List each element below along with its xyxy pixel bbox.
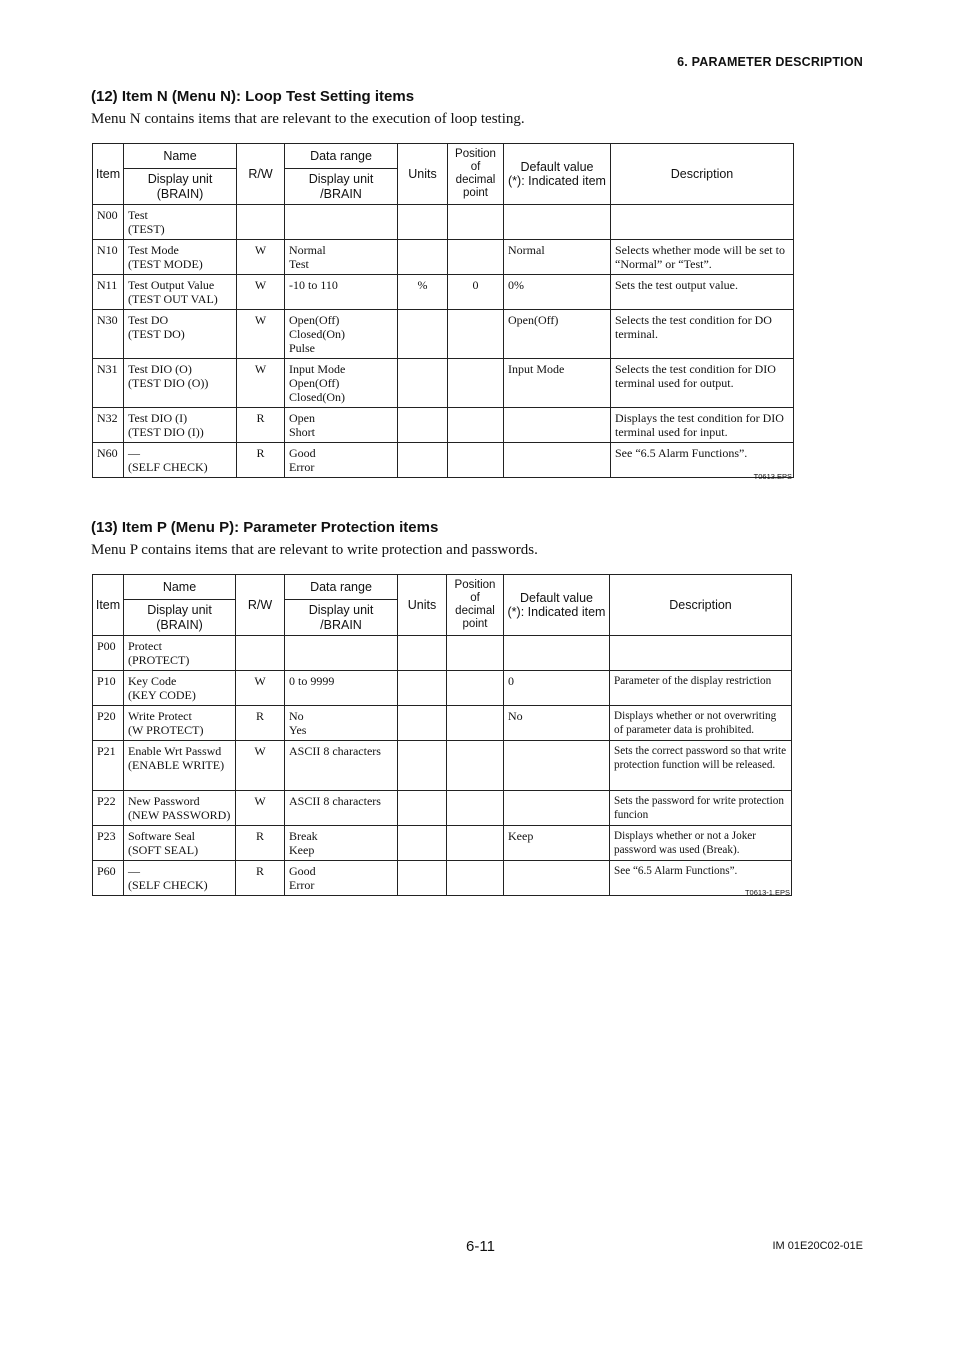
table-row <box>93 741 792 791</box>
cell-rw: W <box>236 671 285 706</box>
section-13-intro: Menu P contains items that are relevant to write protection and passwords. <box>91 542 538 558</box>
page-number: 6-11 <box>466 1238 495 1255</box>
cell-name: Software Seal (SOFT SEAL) <box>124 826 236 861</box>
cell-units <box>398 861 447 896</box>
cell-default: No <box>504 706 610 741</box>
cell-units <box>398 310 448 359</box>
cell-default <box>504 636 610 671</box>
cell-data-range: Normal Test <box>285 240 398 275</box>
table-row <box>93 205 794 240</box>
col-header-range-display-unit: Display unit /BRAIN <box>285 600 398 636</box>
col-header-description: Description <box>611 144 794 205</box>
cell-units <box>398 671 447 706</box>
cell-description: Selects the test condition for DO terminal. <box>611 310 794 359</box>
section-12-intro: Menu N contains items that are relevant to the execution of loop testing. <box>91 111 525 127</box>
cell-decimal-position <box>447 861 504 896</box>
cell-description: Sets the password for write protection funcion <box>610 791 792 826</box>
col-header-display-unit: Display unit (BRAIN) <box>124 169 237 205</box>
cell-item: N31 <box>93 359 124 408</box>
cell-description: Sets the test output value. <box>611 275 794 310</box>
loop-test-table <box>92 143 794 478</box>
cell-data-range: Good Error <box>285 861 398 896</box>
cell-data-range: Break Keep <box>285 826 398 861</box>
table-row <box>93 310 794 359</box>
document-id: IM 01E20C02-01E <box>772 1240 863 1252</box>
cell-item: P21 <box>93 741 124 791</box>
cell-description: Displays whether or not a Joker password was used (Break). <box>610 826 792 861</box>
cell-rw: R <box>237 443 285 478</box>
cell-default: Input Mode <box>504 359 611 408</box>
cell-item: N30 <box>93 310 124 359</box>
cell-item: P23 <box>93 826 124 861</box>
cell-description: See “6.5 Alarm Functions”. <box>610 861 792 896</box>
col-header-name: Name <box>124 575 236 600</box>
cell-decimal-position <box>447 791 504 826</box>
cell-decimal-position <box>447 741 504 791</box>
cell-decimal-position <box>448 443 504 478</box>
cell-default <box>504 791 610 826</box>
cell-default: 0% <box>504 275 611 310</box>
cell-name: Test Output Value (TEST OUT VAL) <box>124 275 237 310</box>
cell-data-range: 0 to 9999 <box>285 671 398 706</box>
cell-default <box>504 443 611 478</box>
cell-item: N10 <box>93 240 124 275</box>
cell-units: % <box>398 275 448 310</box>
cell-decimal-position <box>447 671 504 706</box>
col-header-units: Units <box>398 144 448 205</box>
protection-table <box>92 574 792 896</box>
table-row <box>93 636 792 671</box>
cell-description: Sets the correct password so that write protection function will be released. <box>610 741 792 791</box>
cell-item: P60 <box>93 861 124 896</box>
col-header-default: Default value (*): Indicated item <box>504 144 611 205</box>
cell-name: Test DIO (O) (TEST DIO (O)) <box>124 359 237 408</box>
cell-default <box>504 205 611 240</box>
cell-units <box>398 443 448 478</box>
col-header-data-range: Data range <box>285 575 398 600</box>
cell-decimal-position: 0 <box>448 275 504 310</box>
cell-rw: R <box>236 826 285 861</box>
cell-decimal-position <box>447 636 504 671</box>
table-row <box>93 408 794 443</box>
cell-data-range: No Yes <box>285 706 398 741</box>
col-header-range-display-unit: Display unit /BRAIN <box>285 169 398 205</box>
table-row <box>93 671 792 706</box>
cell-item: P22 <box>93 791 124 826</box>
cell-default <box>504 408 611 443</box>
col-header-data-range: Data range <box>285 144 398 169</box>
cell-name: Test DIO (I) (TEST DIO (I)) <box>124 408 237 443</box>
cell-rw: R <box>237 408 285 443</box>
cell-decimal-position <box>447 706 504 741</box>
cell-default: Normal <box>504 240 611 275</box>
cell-units <box>398 791 447 826</box>
table-row <box>93 791 792 826</box>
table-row <box>93 861 792 896</box>
cell-data-range: Open Short <box>285 408 398 443</box>
cell-units <box>398 741 447 791</box>
cell-data-range: ASCII 8 characters <box>285 741 398 791</box>
cell-description: See “6.5 Alarm Functions”. <box>611 443 794 478</box>
cell-name: Write Protect (W PROTECT) <box>124 706 236 741</box>
col-header-description: Description <box>610 575 792 636</box>
cell-item: N32 <box>93 408 124 443</box>
cell-name: — (SELF CHECK) <box>124 443 237 478</box>
cell-units <box>398 359 448 408</box>
cell-data-range <box>285 636 398 671</box>
cell-item: N00 <box>93 205 124 240</box>
section-13-title: (13) Item P (Menu P): Parameter Protection items <box>91 519 439 536</box>
cell-decimal-position <box>448 408 504 443</box>
col-header-position: Position of decimal point <box>447 575 504 636</box>
col-header-position: Position of decimal point <box>448 144 504 205</box>
col-header-default: Default value (*): Indicated item <box>504 575 610 636</box>
cell-data-range: ASCII 8 characters <box>285 791 398 826</box>
running-header: 6. PARAMETER DESCRIPTION <box>677 55 863 69</box>
cell-units <box>398 408 448 443</box>
cell-data-range: Input Mode Open(Off) Closed(On) <box>285 359 398 408</box>
cell-units <box>398 240 448 275</box>
cell-rw: W <box>237 240 285 275</box>
cell-name: — (SELF CHECK) <box>124 861 236 896</box>
table-row <box>93 826 792 861</box>
cell-name: Key Code (KEY CODE) <box>124 671 236 706</box>
cell-description: Parameter of the display restriction <box>610 671 792 706</box>
table-12-eps-label: T0613.EPS <box>753 472 792 481</box>
cell-decimal-position <box>448 240 504 275</box>
col-header-name: Name <box>124 144 237 169</box>
cell-item: N11 <box>93 275 124 310</box>
cell-description <box>610 636 792 671</box>
cell-rw: W <box>236 791 285 826</box>
cell-rw: W <box>237 275 285 310</box>
loop-test-rows <box>93 205 794 478</box>
cell-rw <box>237 205 285 240</box>
col-header-item: Item <box>93 575 124 636</box>
cell-name: New Password (NEW PASSWORD) <box>124 791 236 826</box>
cell-decimal-position <box>447 826 504 861</box>
cell-data-range: Good Error <box>285 443 398 478</box>
cell-description: Displays whether or not overwriting of parameter data is prohibited. <box>610 706 792 741</box>
cell-default: Keep <box>504 826 610 861</box>
table-row <box>93 275 794 310</box>
table-row <box>93 240 794 275</box>
col-header-rw: R/W <box>237 144 285 205</box>
protection-rows <box>93 636 792 896</box>
cell-description: Selects whether mode will be set to “Normal” or “Test”. <box>611 240 794 275</box>
cell-name: Test (TEST) <box>124 205 237 240</box>
cell-units <box>398 636 447 671</box>
cell-description <box>611 205 794 240</box>
cell-item: P20 <box>93 706 124 741</box>
cell-decimal-position <box>448 310 504 359</box>
cell-data-range: -10 to 110 <box>285 275 398 310</box>
cell-description: Displays the test condition for DIO terminal used for input. <box>611 408 794 443</box>
cell-name: Enable Wrt Passwd (ENABLE WRITE) <box>124 741 236 791</box>
table-row <box>93 443 794 478</box>
cell-default <box>504 861 610 896</box>
cell-item: P00 <box>93 636 124 671</box>
cell-data-range: Open(Off) Closed(On) Pulse <box>285 310 398 359</box>
cell-rw: W <box>236 741 285 791</box>
cell-data-range <box>285 205 398 240</box>
table-row <box>93 706 792 741</box>
cell-name: Test DO (TEST DO) <box>124 310 237 359</box>
cell-rw: W <box>237 359 285 408</box>
col-header-units: Units <box>398 575 447 636</box>
section-12-title: (12) Item N (Menu N): Loop Test Setting items <box>91 88 415 105</box>
cell-units <box>398 205 448 240</box>
cell-default <box>504 741 610 791</box>
cell-rw: W <box>237 310 285 359</box>
col-header-item: Item <box>93 144 124 205</box>
cell-default: Open(Off) <box>504 310 611 359</box>
cell-name: Protect (PROTECT) <box>124 636 236 671</box>
cell-name: Test Mode (TEST MODE) <box>124 240 237 275</box>
cell-item: P10 <box>93 671 124 706</box>
cell-rw: R <box>236 706 285 741</box>
cell-description: Selects the test condition for DIO terminal used for output. <box>611 359 794 408</box>
cell-rw: R <box>236 861 285 896</box>
table-row <box>93 359 794 408</box>
cell-units <box>398 826 447 861</box>
col-header-rw: R/W <box>236 575 285 636</box>
cell-item: N60 <box>93 443 124 478</box>
cell-rw <box>236 636 285 671</box>
cell-units <box>398 706 447 741</box>
cell-decimal-position <box>448 205 504 240</box>
cell-default: 0 <box>504 671 610 706</box>
cell-decimal-position <box>448 359 504 408</box>
table-13-eps-label: T0613-1.EPS <box>744 888 790 897</box>
col-header-display-unit: Display unit (BRAIN) <box>124 600 236 636</box>
